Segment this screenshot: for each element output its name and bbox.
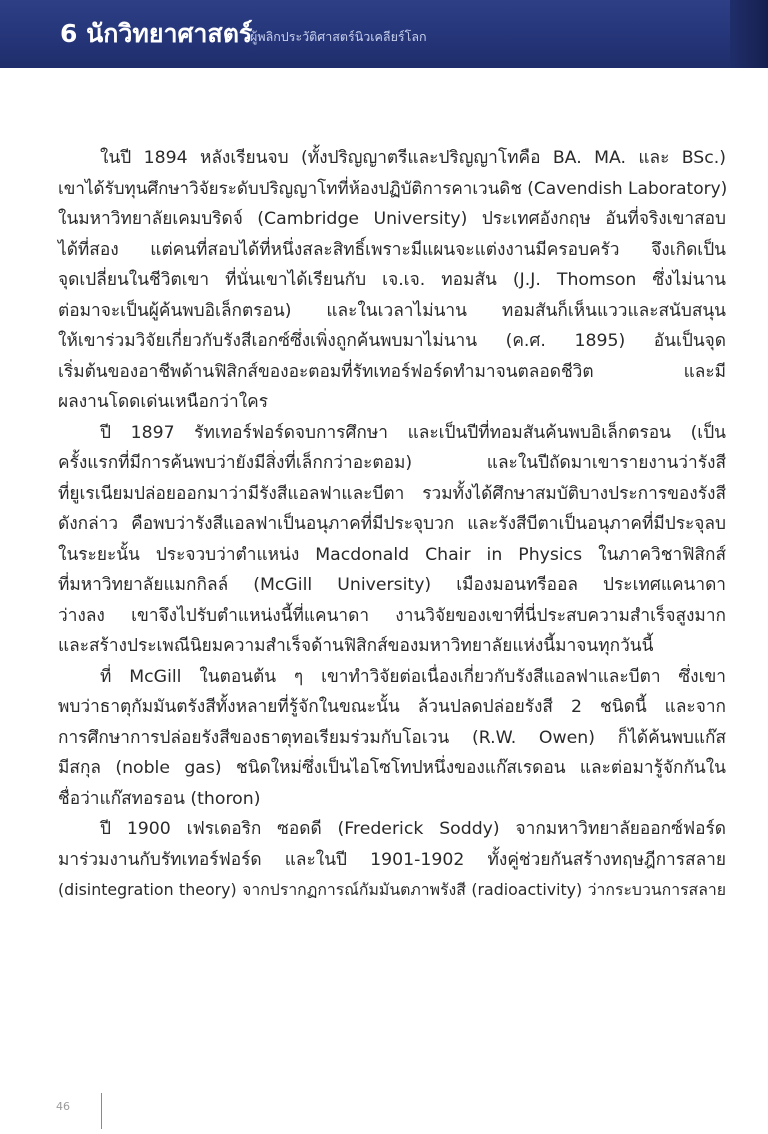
text-line: ให้เขาร่วมวิจัยเกี่ยวกับรังสีเอกซ์ซึ่งเพิ่งถูกค้นพบมาไม่นาน (ค.ศ. 1895) อันเป็นจุด [58, 331, 726, 351]
text-line: มาร่วมงานกับรัทเทอร์ฟอร์ด และในปี 1901-1902 ทั้งคู่ช่วยกันสร้างทฤษฎีการสลาย [58, 849, 726, 870]
book-title: 6 นักวิทยาศาสตร์ [60, 19, 253, 48]
running-header [0, 0, 768, 68]
text-line: ปี 1900 เฟรเดอริก ซอดดี (Frederick Soddy) จากมหาวิทยาลัยออกซ์ฟอร์ด [100, 819, 726, 839]
text-line: ต่อมาจะเป็นผู้ค้นพบอิเล็กตรอน) และในเวลาไม่นาน ทอมสันก็เห็นแววและสนับสนุน [58, 300, 726, 321]
text-line: ดังกล่าว คือพบว่ารังสีแอลฟาเป็นอนุภาคที่มีประจุบวก และรังสีบีตาเป็นอนุภาคที่มีประจุลบ [58, 514, 726, 534]
paragraph [58, 143, 726, 418]
text-line: (disintegration theory) จากปรากฏการณ์กัมมันตภาพรังสี (radioactivity) ว่ากระบวนการสลาย [58, 880, 726, 899]
text-line: และสร้างประเพณีนิยมความสำเร็จด้านฟิสิกส์ของมหาวิทยาลัยแห่งนี้มาจนทุกวันนี้ [58, 636, 654, 656]
footer-divider [101, 1093, 102, 1129]
text-line: ในระยะนั้น ประจวบว่าตำแหน่ง Macdonald Chair in Physics ในภาควิชาฟิสิกส์ [58, 544, 726, 565]
text-line: พบว่าธาตุกัมมันตรังสีทั้งหลายที่รู้จักในขณะนั้น ล้วนปลดปล่อยรังสี 2 ชนิดนี้ และจาก [58, 697, 726, 717]
text-line: ได้ที่สอง แต่คนที่สอบได้ที่หนึ่งสละสิทธิ์เพราะมีแผนจะแต่งงานมีครอบครัว จึงเกิดเป็น [58, 239, 726, 260]
book-subtitle: ผู้พลิกประวัติศาสตร์นิวเคลียร์โลก [250, 29, 427, 44]
page-number: 46 [56, 1100, 70, 1113]
text-line: ในปี 1894 หลังเรียนจบ (ทั้งปริญญาตรีและปริญญาโทคือ BA. MA. และ BSc.) [100, 148, 726, 168]
text-line: ชื่อว่าแก๊สทอรอน (thoron) [58, 788, 261, 809]
text-line: ครั้งแรกที่มีการค้นพบว่ายังมีสิ่งที่เล็กกว่าอะตอม) และในปีถัดมาเขารายงานว่ารังสี [58, 453, 726, 473]
text-line: ที่ McGill ในตอนต้น ๆ เขาทำวิจัยต่อเนื่องเกี่ยวกับรังสีแอลฟาและบีตา ซึ่งเขา [100, 666, 726, 687]
text-line: เขาได้รับทุนศึกษาวิจัยระดับปริญญาโทที่ห้องปฏิบัติการคาเวนดิช (Cavendish Laboratory) [58, 178, 728, 199]
text-line: การศึกษาการปล่อยรังสีของธาตุทอเรียมร่วมกับโอเวน (R.W. Owen) ก็ได้ค้นพบแก๊ส [58, 727, 726, 748]
text-line: ในมหาวิทยาลัยเคมบริดจ์ (Cambridge University) ประเทศอังกฤษ อันที่จริงเขาสอบ [58, 209, 726, 229]
paragraph [58, 662, 726, 815]
body-text [58, 143, 726, 906]
text-line: เริ่มต้นของอาชีพด้านฟิสิกส์ของอะตอมที่รัทเทอร์ฟอร์ดทำมาจนตลอดชีวิต และมี [58, 361, 726, 382]
text-line: ที่ยูเรเนียมปล่อยออกมาว่ามีรังสีแอลฟาและบีตา รวมทั้งได้ศึกษาสมบัติบางประการของรังสี [58, 483, 726, 504]
text-line: ว่างลง เขาจึงไปรับตำแหน่งนี้ที่แคนาดา งานวิจัยของเขาที่นี่ประสบความสำเร็จสูงมาก [58, 605, 726, 626]
text-line: มีสกุล (noble gas) ชนิดใหม่ซึ่งเป็นไอโซโทปหนึ่งของแก๊สเรดอน และต่อมารู้จักกันใน [58, 758, 726, 778]
paragraph [58, 418, 726, 662]
text-line: จุดเปลี่ยนในชีวิตเขา ที่นั่นเขาได้เรียนกับ เจ.เจ. ทอมสัน (J.J. Thomson ซึ่งไม่นาน [58, 270, 726, 290]
header-edge-band [730, 0, 768, 68]
text-line: ผลงานโดดเด่นเหนือกว่าใคร [58, 392, 268, 412]
text-line: ปี 1897 รัทเทอร์ฟอร์ดจบการศึกษา และเป็นปีที่ทอมสันค้นพบอิเล็กตรอน (เป็น [100, 422, 726, 443]
text-line: ที่มหาวิทยาลัยแมกกิลล์ (McGill University) เมืองมอนทรีออล ประเทศแคนาดา [58, 575, 726, 595]
paragraph [58, 814, 726, 906]
